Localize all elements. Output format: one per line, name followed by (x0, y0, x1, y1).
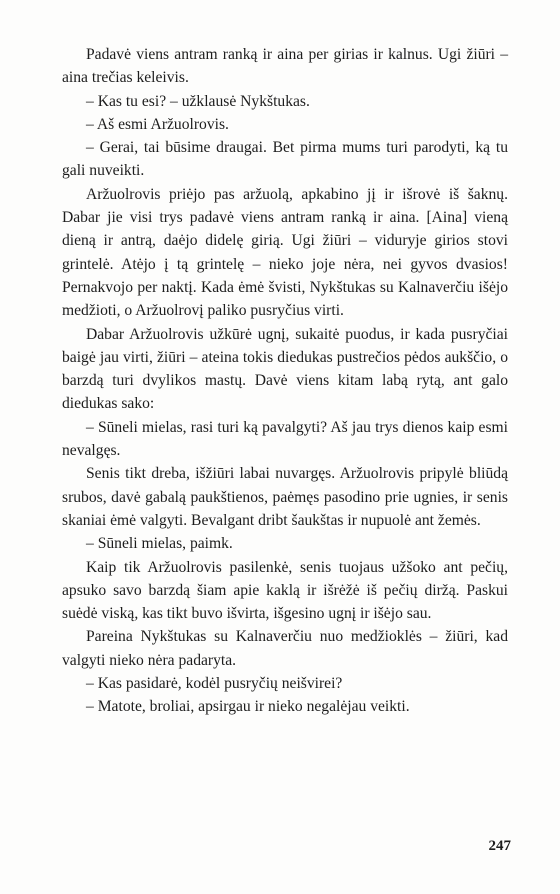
paragraph: Padavė viens antram ranką ir aina per girias ir kalnus. Ugi žiūri – aina trečias keleivis. (62, 46, 508, 87)
paragraph: – Gerai, tai būsime draugai. Bet pirma mums turi parodyti, ką tu gali nuveikti. (62, 139, 508, 180)
paragraph: – Matote, broliai, apsirgau ir nieko negalėjau veikti. (86, 698, 410, 716)
paragraph: Aržuolrovis priėjo pas aržuolą, apkabino jį ir išrovė iš šaknų. Dabar jie visi trys padavė viens antram ranką ir aina. [Aina] vieną dieną ir antrą, daėjo didelę girią. Ugi žiūri – viduryje girios stovi grintelė. Atėjo į tą grintelę – nieko joje nėra, nei gyvos dvasios! Pernakvojo per naktį. Kada ėmė švisti, Nykštukas su Kalnaverčiu išėjo medžioti, o Aržuolrovį paliko pusryčius virti. (62, 185, 508, 320)
paragraph: – Sūneli mielas, paimk. (86, 535, 233, 553)
paragraph: – Kas pasidarė, kodėl pusryčių neišvirei? (86, 675, 343, 693)
paragraph: – Aš esmi Aržuolrovis. (86, 115, 229, 133)
paragraph: – Kas tu esi? – užklausė Nykštukas. (86, 92, 310, 110)
paragraph: Kaip tik Aržuolrovis pasilenkė, senis tuojaus užšoko ant pečių, apsuko savo barzdą šiam apie kaklą ir išrėžė iš pečių diržą. Paskui suėdė viską, kas tikt buvo išvirta, išgesino ugnį ir išėjo sau. (62, 558, 508, 623)
paragraph: Senis tikt dreba, išžiūri labai nuvargęs. Aržuolrovis pripylė bliūdą srubos, davė gabalą paukštienos, paėmęs pasodino prie ugnies, ir senis skaniai ėmė valgyti. Bevalgant dribt šaukštas ir nupuolė ant žemės. (62, 465, 508, 529)
page-body-text (62, 43, 508, 719)
paragraph: – Sūneli mielas, rasi turi ką pavalgyti? Aš jau trys dienos kaip esmi nevalgęs. (62, 418, 508, 460)
paragraph: Dabar Aržuolrovis užkūrė ugnį, sukaitė puodus, ir kada pusryčiai baigė jau virti, žiūri – ateina tokis diedukas pustrečios pėdos aukščio, o barzdą turi dvylikos mastų. Davė viens kitam labą rytą, ant galo diedukas sako: (62, 325, 508, 413)
page-number: 247 (488, 838, 511, 854)
paragraph: Pareina Nykštukas su Kalnaverčiu nuo medžioklės – žiūri, kad valgyti nieko nėra padaryta. (62, 628, 508, 669)
